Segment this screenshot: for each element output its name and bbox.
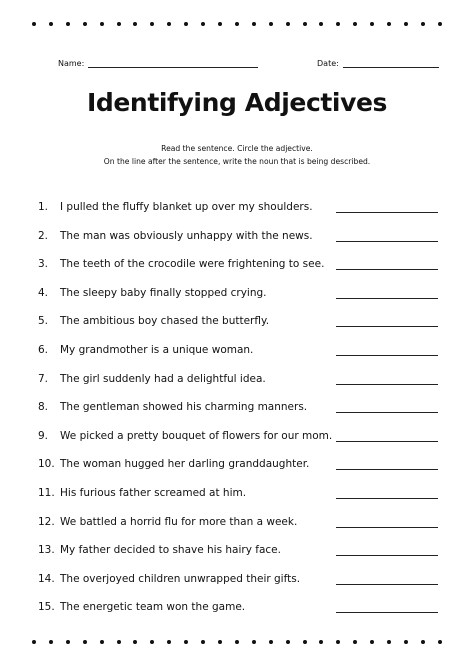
- border-dot: [387, 22, 391, 26]
- question-number: 5.: [38, 315, 49, 328]
- border-dot: [269, 22, 273, 26]
- border-dot: [201, 640, 205, 644]
- question-row: [0, 226, 474, 244]
- question-row: [0, 311, 474, 329]
- question-row: [0, 397, 474, 415]
- question-number: 8.: [38, 401, 49, 414]
- border-dot: [252, 640, 256, 644]
- border-dot: [421, 640, 425, 644]
- answer-line[interactable]: [336, 440, 438, 442]
- border-dot: [66, 640, 70, 644]
- question-sentence: The gentleman showed his charming manners.: [60, 401, 308, 414]
- border-dot: [438, 22, 442, 26]
- border-dot: [133, 22, 137, 26]
- border-dot: [133, 640, 137, 644]
- instructions-line-1: Read the sentence. Circle the adjective.: [161, 144, 313, 153]
- question-sentence: His furious father screamed at him.: [60, 487, 247, 499]
- border-dot: [49, 22, 53, 26]
- question-number: 9.: [38, 429, 49, 442]
- instructions-line-2: On the line after the sentence, write the noun that is being described.: [103, 157, 371, 166]
- date-field[interactable]: [317, 54, 439, 68]
- border-dot: [235, 640, 239, 644]
- border-dot: [83, 22, 87, 26]
- question-sentence: We battled a horrid flu for more than a week.: [60, 515, 298, 528]
- question-row: [0, 540, 474, 558]
- border-dot: [336, 640, 340, 644]
- border-dot: [150, 22, 154, 26]
- date-line[interactable]: [343, 57, 439, 68]
- question-row: [0, 597, 474, 615]
- question-sentence: The overjoyed children unwrapped their gifts.: [60, 572, 301, 585]
- question-sentence: My grandmother is a unique woman.: [60, 344, 254, 356]
- border-dot: [184, 22, 188, 26]
- border-dot: [303, 640, 307, 644]
- border-dot: [252, 22, 256, 26]
- border-dot: [235, 22, 239, 26]
- border-dot: [404, 22, 408, 26]
- answer-line[interactable]: [336, 554, 438, 556]
- bottom-dotted-border: [0, 640, 474, 646]
- border-dot: [286, 640, 290, 644]
- answer-line[interactable]: [336, 526, 438, 528]
- border-dot: [100, 640, 104, 644]
- question-sentence: The girl suddenly had a delightful idea.: [60, 372, 266, 385]
- answer-line[interactable]: [336, 240, 438, 242]
- border-dot: [32, 22, 36, 26]
- question-number: 7.: [38, 372, 49, 385]
- border-dot: [66, 22, 70, 26]
- name-label: Name:: [58, 59, 85, 68]
- border-dot: [303, 22, 307, 26]
- question-number: 3.: [38, 258, 49, 271]
- question-sentence: My father decided to shave his hairy face.: [60, 544, 281, 557]
- question-row: [0, 512, 474, 530]
- question-row: [0, 569, 474, 587]
- border-dot: [404, 640, 408, 644]
- border-dot: [32, 640, 36, 644]
- question-row: [0, 283, 474, 301]
- question-row: [0, 254, 474, 272]
- border-dot: [100, 22, 104, 26]
- question-number: 14.: [38, 572, 55, 585]
- border-dot: [167, 22, 171, 26]
- question-number: 4.: [38, 286, 49, 299]
- question-row: [0, 454, 474, 472]
- border-dot: [387, 640, 391, 644]
- border-dot: [218, 640, 222, 644]
- question-row: [0, 340, 474, 358]
- border-dot: [150, 640, 154, 644]
- name-line[interactable]: [88, 57, 258, 68]
- question-row: [0, 483, 474, 501]
- border-dot: [319, 640, 323, 644]
- answer-line[interactable]: [336, 468, 438, 470]
- border-dot: [370, 640, 374, 644]
- answer-line[interactable]: [336, 411, 438, 413]
- question-number: 11.: [38, 487, 55, 499]
- answer-line[interactable]: [336, 611, 438, 613]
- question-row: [0, 197, 474, 215]
- border-dot: [184, 640, 188, 644]
- border-dot: [83, 640, 87, 644]
- border-dot: [421, 22, 425, 26]
- border-dot: [117, 640, 121, 644]
- question-number: 10.: [38, 458, 55, 471]
- worksheet-title: Identifying Adjectives: [86, 88, 388, 117]
- border-dot: [218, 22, 222, 26]
- question-sentence: The energetic team won the game.: [60, 601, 246, 614]
- answer-line[interactable]: [336, 211, 438, 213]
- border-dot: [269, 640, 273, 644]
- question-sentence: The woman hugged her darling granddaughter.: [60, 458, 310, 471]
- border-dot: [286, 22, 290, 26]
- border-dot: [319, 22, 323, 26]
- question-sentence: The man was obviously unhappy with the news.: [60, 229, 313, 242]
- answer-line[interactable]: [336, 497, 438, 499]
- answer-line[interactable]: [336, 354, 438, 356]
- question-sentence: The sleepy baby finally stopped crying.: [60, 286, 267, 299]
- border-dot: [353, 22, 357, 26]
- border-dot: [336, 22, 340, 26]
- border-dot: [201, 22, 205, 26]
- answer-line[interactable]: [336, 583, 438, 585]
- border-dot: [117, 22, 121, 26]
- name-field[interactable]: [58, 54, 258, 68]
- question-number: 13.: [38, 544, 55, 557]
- date-label: Date:: [317, 59, 339, 68]
- top-dotted-border: [0, 22, 474, 28]
- answer-line[interactable]: [336, 325, 438, 327]
- question-number: 1.: [38, 201, 49, 213]
- question-number: 15.: [38, 601, 55, 614]
- answer-line[interactable]: [336, 268, 438, 270]
- question-sentence: I pulled the fluffy blanket up over my shoulders.: [60, 201, 313, 213]
- question-sentence: The teeth of the crocodile were frightening to see.: [60, 258, 325, 271]
- border-dot: [353, 640, 357, 644]
- question-sentence: The ambitious boy chased the butterfly.: [60, 315, 270, 328]
- question-row: [0, 369, 474, 387]
- border-dot: [438, 640, 442, 644]
- border-dot: [49, 640, 53, 644]
- question-number: 6.: [38, 344, 49, 356]
- answer-line[interactable]: [336, 297, 438, 299]
- question-sentence: We picked a pretty bouquet of flowers for our mom.: [60, 429, 333, 442]
- question-number: 2.: [38, 229, 49, 242]
- border-dot: [370, 22, 374, 26]
- question-number: 12.: [38, 515, 55, 528]
- question-row: [0, 426, 474, 444]
- border-dot: [167, 640, 171, 644]
- answer-line[interactable]: [336, 383, 438, 385]
